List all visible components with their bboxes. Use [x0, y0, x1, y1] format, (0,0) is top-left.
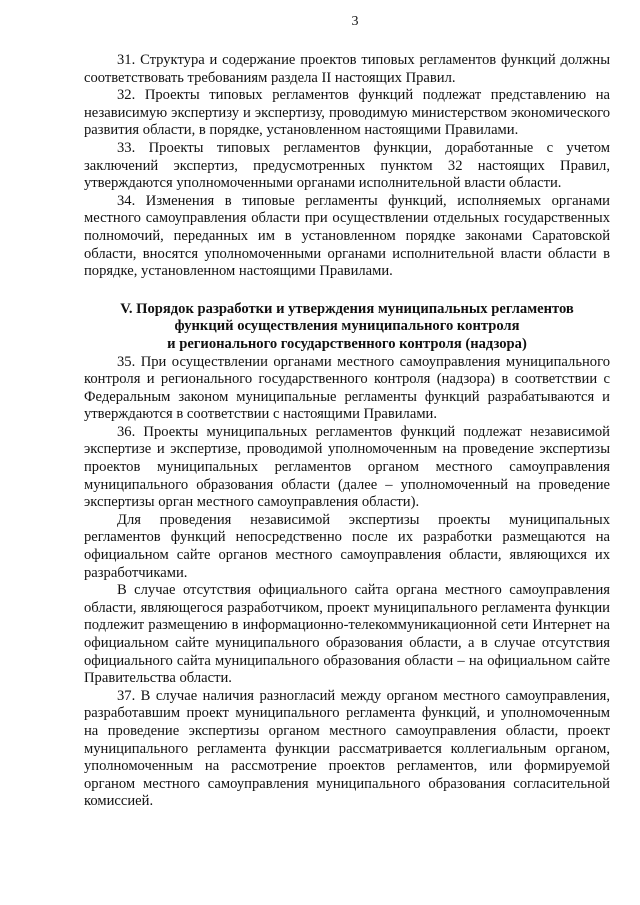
- section-heading: [84, 301, 610, 354]
- paragraph-31: 31. Структура и содержание проектов типовых регламентов функций должны соответствовать требованиям раздела II настоящих Правил.: [84, 52, 610, 86]
- section-heading-line-1: V. Порядок разработки и утверждения муниципальных регламентов: [120, 300, 574, 317]
- paragraph-36-no-website: В случае отсутствия официального сайта органа местного самоуправления области, являющегося разработчиком, проект муниципального регламента функции подлежит размещению в информационно-телекоммуникационной сети Интернет на официальном сайте муниципального образования области, а в случае отсутствия официального сайта муниципального образования области – на официальном сайте Правительства области.: [84, 582, 610, 687]
- paragraph-32: 32. Проекты типовых регламентов функций подлежат представлению на независимую экспертизу и экспертизу, проводимую министерством экономического развития области, в порядке, установленном настоящими Правилами.: [84, 87, 610, 139]
- paragraph-36-independent-expertise: Для проведения независимой экспертизы проекты муниципальных регламентов функций непосредственно после их разработки размещаются на официальном сайте органов местного самоуправления области, являющихся их разработчиками.: [84, 511, 610, 581]
- page-number: 3: [351, 14, 359, 29]
- paragraph-37: 37. В случае наличия разногласий между органом местного самоуправления, разработавшим проект муниципального регламента функций, и уполномоченным на проведение экспертизы органом местного самоуправления области, проект муниципального регламента функции рассматривается коллегиальным органом, уполномоченным на рассмотрение проектов регламентов, или формируемой органом местного самоуправления муниципального образования согласительной комиссией.: [84, 687, 610, 810]
- paragraph-35: 35. При осуществлении органами местного самоуправления муниципального контроля и регионального государственного контроля (надзора) в соответствии с Федеральным законом муниципальные регламенты функций разрабатываются и утверждаются в соответствии с настоящими Правилами.: [84, 353, 610, 423]
- section-heading-line-2: функций осуществления муниципального контроля: [174, 318, 520, 335]
- paragraph-33: 33. Проекты типовых регламентов функции, доработанные с учетом заключений экспертиз, предусмотренных пунктом 32 настоящих Правил, утверждаются уполномоченными органами исполнительной власти области.: [84, 139, 610, 192]
- document-body: [84, 52, 610, 811]
- paragraph-34: 34. Изменения в типовые регламенты функций, исполняемых органами местного самоуправления области при осуществлении отдельных государственных полномочий, переданных им в установленном порядке законами Саратовской области, вносятся уполномоченными органами исполнительной власти области в порядке, установленном настоящими Правилами.: [84, 192, 610, 280]
- section-heading-line-3: и регионального государственного контроля (надзора): [167, 335, 527, 352]
- paragraph-36: 36. Проекты муниципальных регламентов функций подлежат независимой экспертизе и экспертизе, проводимой уполномоченным на проведение экспертизы проектов муниципальных регламентов органом местного самоуправления муниципального образования области (далее – уполномоченный на проведение экспертизы орган местного самоуправления области).: [84, 423, 610, 511]
